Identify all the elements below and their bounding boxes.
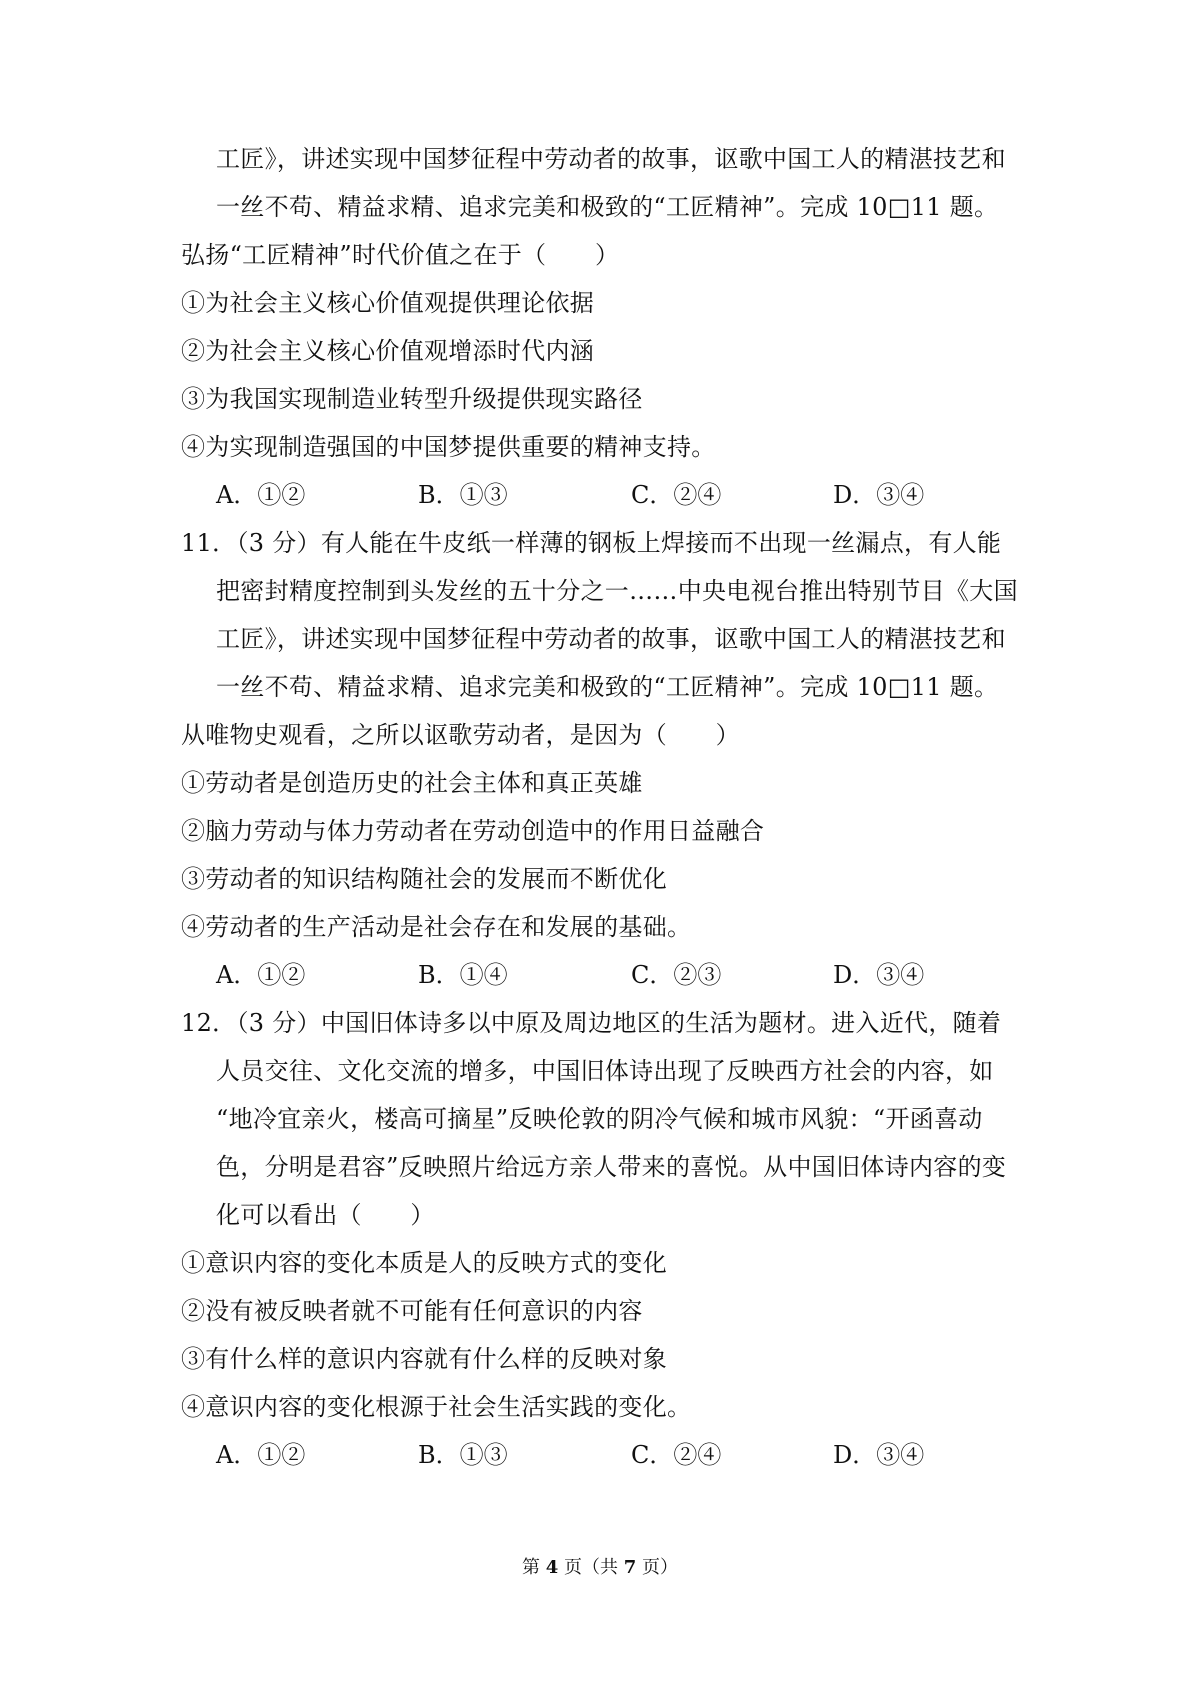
q12-option-a: A．①②: [216, 1441, 306, 1469]
q12-item-2: ②没有被反映者就不可能有任何意识的内容: [181, 1297, 643, 1325]
q11-item-3: ③劳动者的知识结构随社会的发展而不断优化: [181, 865, 667, 893]
intro-line-1: 工匠》，讲述实现中国梦征程中劳动者的故事，讴歌中国工人的精湛技艺和: [216, 145, 1006, 173]
q12-option-c: C．②④: [631, 1441, 722, 1469]
q12-item-3: ③有什么样的意识内容就有什么样的反映对象: [181, 1345, 667, 1373]
footer-suffix: 页）: [636, 1557, 678, 1578]
q11-item-2: ②脑力劳动与体力劳动者在劳动创造中的作用日益融合: [181, 817, 765, 845]
footer-middle: 页（共: [558, 1557, 624, 1578]
q12-option-b: B．①③: [418, 1441, 508, 1469]
q10-item-4: ④为实现制造强国的中国梦提供重要的精神支持。: [181, 433, 716, 461]
q10-option-c: C．②④: [631, 481, 722, 509]
intro-line-2: 一丝不苟、精益求精、追求完美和极致的“工匠精神”。完成 10□11 题。: [216, 193, 999, 221]
q12-item-1: ①意识内容的变化本质是人的反映方式的变化: [181, 1249, 667, 1277]
q10-option-d: D．③④: [833, 481, 925, 509]
page-footer: [0, 1556, 1200, 1580]
footer-prefix: 第: [522, 1557, 546, 1578]
q11-line-4: 一丝不苟、精益求精、追求完美和极致的“工匠精神”。完成 10□11 题。: [216, 673, 999, 701]
q12-line-5: 化可以看出（ ）: [216, 1201, 435, 1229]
q12-line-3: “地冷宜亲火，楼高可摘星”反映伦敦的阴冷气候和城市风貌：“开函喜动: [216, 1105, 983, 1133]
q12-line-4: 色，分明是君容”反映照片给远方亲人带来的喜悦。从中国旧体诗内容的变: [216, 1153, 1007, 1181]
q11-item-4: ④劳动者的生产活动是社会存在和发展的基础。: [181, 913, 692, 941]
q11-line-3: 工匠》，讲述实现中国梦征程中劳动者的故事，讴歌中国工人的精湛技艺和: [216, 625, 1006, 653]
footer-total-pages: 7: [623, 1557, 637, 1578]
q11-option-a: A．①②: [216, 961, 306, 989]
q11-option-d: D．③④: [833, 961, 925, 989]
footer-page-number: 4: [545, 1557, 559, 1578]
q10-item-1: ①为社会主义核心价值观提供理论依据: [181, 289, 595, 317]
q10-option-a: A．①②: [216, 481, 306, 509]
q11-line-2: 把密封精度控制到头发丝的五十分之一……中央电视台推出特别节目《大国: [216, 577, 1018, 605]
q10-option-b: B．①③: [418, 481, 508, 509]
q12-item-4: ④意识内容的变化根源于社会生活实践的变化。: [181, 1393, 692, 1421]
q10-stem: 弘扬“工匠精神”时代价值之在于（ ）: [181, 241, 620, 269]
q11-option-b: B．①④: [418, 961, 508, 989]
q11-stem: 从唯物史观看，之所以讴歌劳动者，是因为（ ）: [181, 721, 740, 749]
q11-item-1: ①劳动者是创造历史的社会主体和真正英雄: [181, 769, 643, 797]
q10-item-2: ②为社会主义核心价值观增添时代内涵: [181, 337, 595, 365]
q12-line-2: 人员交往、文化交流的增多，中国旧体诗出现了反映西方社会的内容，如: [216, 1057, 994, 1085]
q12-option-d: D．③④: [833, 1441, 925, 1469]
q10-item-3: ③为我国实现制造业转型升级提供现实路径: [181, 385, 643, 413]
q11-option-c: C．②③: [631, 961, 722, 989]
q12-line-1: 12．（3 分）中国旧体诗多以中原及周边地区的生活为题材。进入近代，随着: [181, 1009, 1002, 1037]
q11-line-1: 11．（3 分）有人能在牛皮纸一样薄的钢板上焊接而不出现一丝漏点，有人能: [181, 529, 1002, 557]
